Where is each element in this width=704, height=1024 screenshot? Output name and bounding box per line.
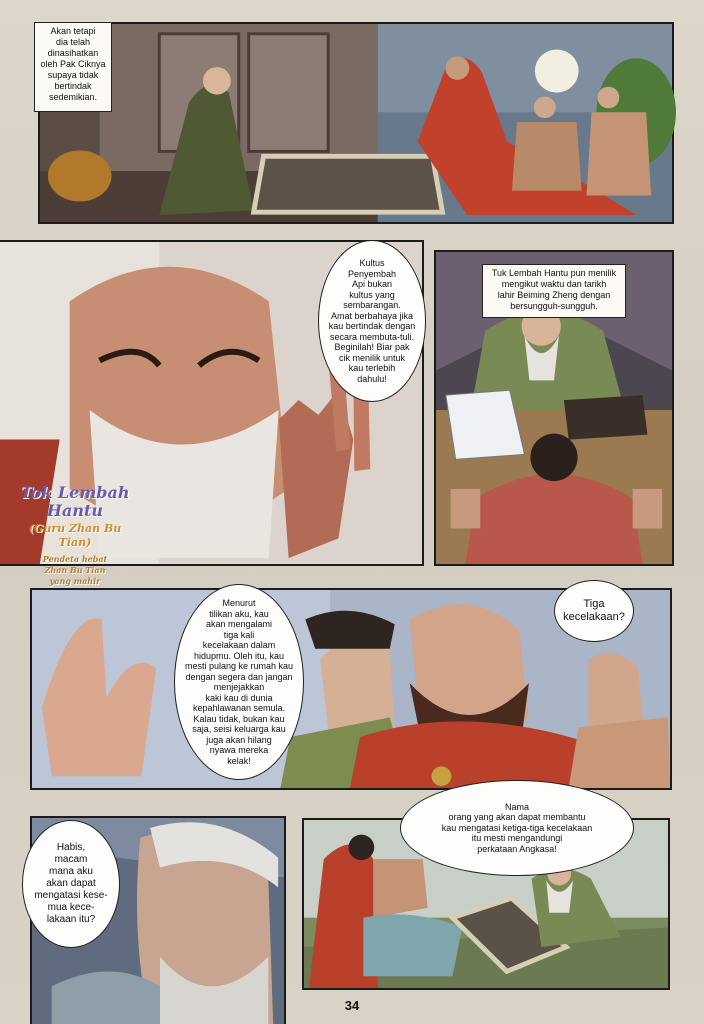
panel-4 [30,588,672,790]
panel-3 [434,250,674,566]
character-name: Tok Lembah Hantu [20,483,130,520]
speech-bubble-left-text: Menurut tilikan aku, kau akan mengalami tiga kali kecelakaan dalam hidupmu. Oleh itu, kau mesti pulang ke rumah kau dengan segera dan jangan menjejakkan kaki kau di dunia kepahlawanan semula. Kalau tidak, bukan kau saja, seisi keluarga kau juga akan hilang nyawa mereka kelak! [184,598,294,766]
narration-caption: Tuk Lembah Hantu pun menilik mengikut waktu dan tarikh lahir Beiming Zheng dengan bersungguh-sungguh. [482,264,626,318]
speech-bubble-text: Nama orang yang akan dapat membantu kau mengatasi ketiga-tiga kecelakaan itu mesti mengandungi perkataan Angkasa! [441,801,593,854]
speech-bubble-right [554,580,634,642]
speech-bubble [22,820,120,948]
speech-bubble-right-text: Tiga kecelakaan? [563,598,625,623]
character-description: Pendeta hebat Zhan Bu Tian yang mahir [42,554,108,586]
character-role: (Guru Zhan Bu Tian) [28,522,122,549]
panel-1-artwork [40,24,672,222]
panel-2 [0,240,424,586]
speech-bubble-text: Kultus Penyembah Api bukan kultus yang sembarangan. Amat berbahaya jika kau bertindak dengan secara membuta-tuli. Beginilah! Biar pak cik menilik untuk kau terlebih dahulu! [328,258,416,384]
panel-1 [38,22,674,224]
page-number: 34 [344,998,360,1013]
panel-6 [302,801,670,990]
speech-bubble [318,240,426,402]
speech-bubble [400,780,634,876]
narration-caption: Akan tetapi dia telah dinasihatkan oleh Pak Ciknya supaya tidak bertindak sedemikian. [34,22,112,112]
speech-bubble-left [174,584,304,780]
speech-bubble-text: Habis, macam mana aku akan dapat mengatasi kese- mua kece- lakaan itu? [34,842,108,925]
panel-5 [30,816,286,1024]
